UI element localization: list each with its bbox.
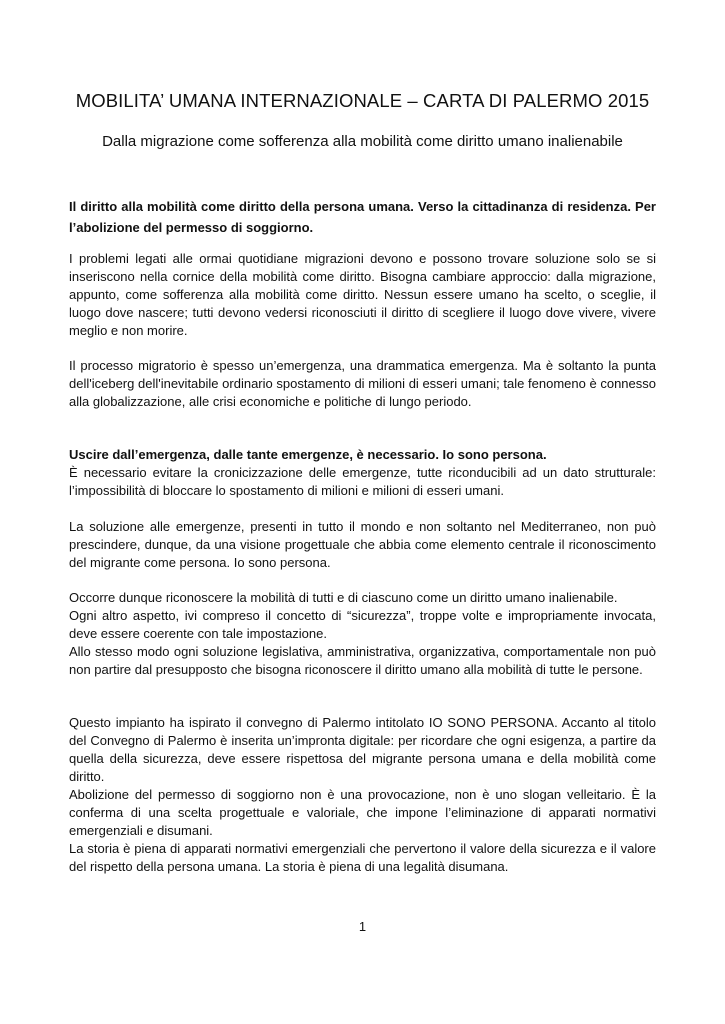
- paragraph-4: La soluzione alle emergenze, presenti in tutto il mondo e non soltanto nel Mediterraneo, non può prescindere, dunque, da una visione progettuale che abbia come elemento centrale il riconoscimento del migrante come persona. Io sono persona.: [69, 519, 656, 570]
- section-heading-2: Uscire dall’emergenza, dalle tante emergenze, è necessario. Io sono persona.: [69, 447, 547, 462]
- paragraph-2: Il processo migratorio è spesso un’emergenza, una drammatica emergenza. Ma è soltanto la punta dell'iceberg dell'inevitabile ordinario spostamento di milioni di esseri umani; tale fenomeno è connesso alla globalizzazione, alle crisi economiche e politiche di lungo periodo.: [69, 358, 656, 409]
- page-number: 1: [358, 919, 367, 934]
- document-subtitle: Dalla migrazione come sofferenza alla mobilità come diritto umano inalienabile: [102, 133, 623, 150]
- paragraph-6a: Questo impianto ha ispirato il convegno di Palermo intitolato IO SONO PERSONA. Accanto al titolo del Convegno di Palermo è inserita un’impronta digitale: per ricordare che ogni esigenza, a partire da quella della sicurezza, deve essere rispettosa del migrante persona umana e della mobilità come diritto.: [69, 715, 656, 784]
- paragraph-3: È necessario evitare la cronicizzazione delle emergenze, tutte riconducibili ad un dato strutturale: l’impossibilità di bloccare lo spostamento di milioni e milioni di esseri umani.: [69, 465, 656, 498]
- paragraph-6c: La storia è piena di apparati normativi emergenziali che pervertono il valore della sicurezza e il valore del rispetto della persona umana. La storia è piena di una legalità disumana.: [69, 841, 656, 874]
- paragraph-5b: Ogni altro aspetto, ivi compreso il concetto di “sicurezza”, troppe volte e impropriamente invocata, deve essere coerente con tale impostazione.: [69, 608, 656, 641]
- section-heading-1: Il diritto alla mobilità come diritto della persona umana. Verso la cittadinanza di residenza. Per l’abolizione del permesso di soggiorno.: [69, 199, 656, 235]
- paragraph-6b: Abolizione del permesso di soggiorno non è una provocazione, non è uno slogan velleitario. È la conferma di una scelta progettuale e valoriale, che impone l’eliminazione di apparati normativi emergenziali e disumani.: [69, 787, 656, 838]
- paragraph-5c: Allo stesso modo ogni soluzione legislativa, amministrativa, organizzativa, comportamentale non può non partire dal presupposto che bisogna riconoscere il diritto umano alla mobilità di tutte le persone.: [69, 644, 656, 677]
- paragraph-5a: Occorre dunque riconoscere la mobilità di tutti e di ciascuno come un diritto umano inalienabile.: [69, 590, 618, 605]
- paragraph-1: I problemi legati alle ormai quotidiane migrazioni devono e possono trovare soluzione solo se si inseriscono nella cornice della mobilità come diritto. Bisogna cambiare approccio: dalla migrazione, appunto, come sofferenza alla mobilità come diritto. Nessun essere umano ha scelto, o sceglie, il luogo dove nascere; tutti devono vedersi riconosciuti il diritto di scegliere il luogo dove vivere, vivere meglio e non morire.: [69, 251, 656, 338]
- document-title: MOBILITA’ UMANA INTERNAZIONALE – CARTA DI PALERMO 2015: [75, 90, 650, 111]
